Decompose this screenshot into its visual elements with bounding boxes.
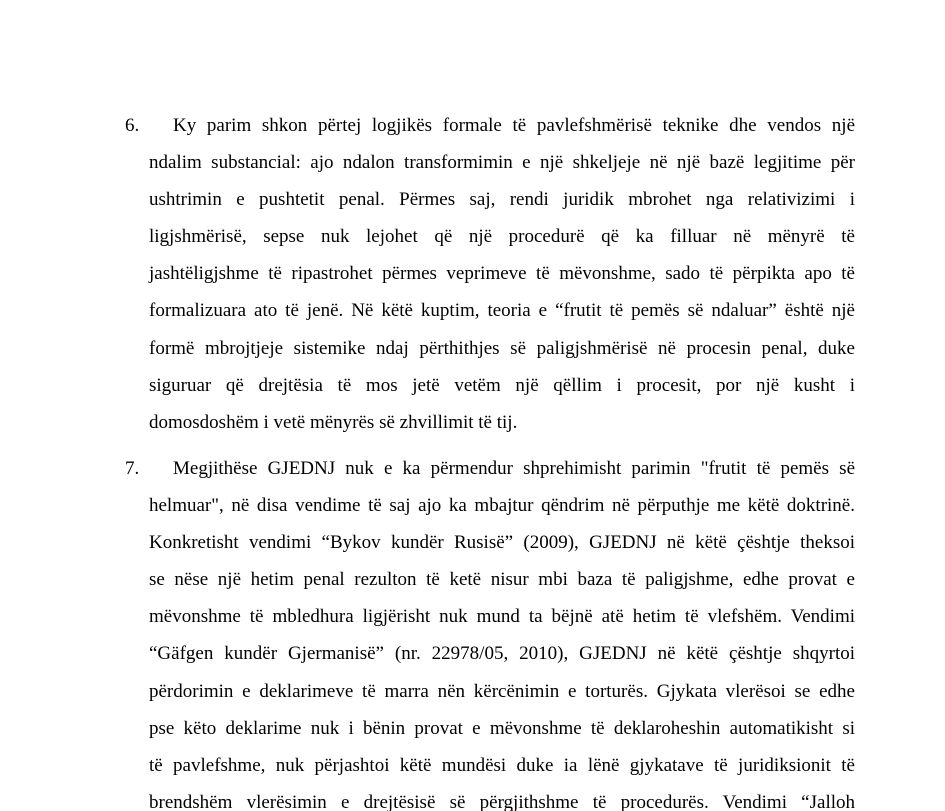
text-line: domosdoshëm i vetë mënyrës së zhvillimit të tij.	[149, 411, 518, 433]
text-line: ligjshmërisë, sepse nuk lejohet që një procedurë që ka filluar në mënyrë të	[149, 226, 855, 248]
text-line: helmuar", në disa vendime të saj ajo ka mbajtur qëndrim në përputhje me këtë doktrinë.	[149, 495, 855, 517]
text-line: jashtëligjshme të ripastrohet përmes veprimeve të mëvonshme, sado të përpikta apo të	[149, 263, 855, 285]
text-line: siguruar që drejtësia të mos jetë vetëm një qëllim i procesit, por një kusht i	[149, 374, 855, 396]
paragraph-number: 6.	[125, 115, 140, 136]
text-line: “Gäfgen kundër Gjermanisë” (nr. 22978/05, 2010), GJEDNJ në këtë çështje shqyrtoi	[149, 643, 855, 665]
text-line: Konkretisht vendimi “Bykov kundër Rusisë” (2009), GJEDNJ në këtë çështje theksoi	[149, 532, 855, 554]
text-line: Megjithëse GJEDNJ nuk e ka përmendur shprehimisht parimin "frutit të pemës së	[173, 458, 855, 479]
paragraph-text	[149, 107, 855, 441]
text-line: formë mbrojtjeje sistemike ndaj përthithjes së paligjshmërisë në procesin penal, duke	[149, 337, 855, 359]
text-line: të pavlefshme, nuk përjashtoi këtë mundësi duke ia lënë gjykatave të juridiksionit të	[149, 754, 855, 776]
text-line: përdorimin e deklarimeve të marra nën kërcënimin e torturës. Gjykata vlerësoi se edhe	[149, 680, 855, 702]
paragraph-text	[149, 450, 855, 811]
paragraph-6	[125, 107, 855, 441]
text-line: se nëse një hetim penal rezulton të ketë nisur mbi baza të paligjshme, edhe provat e	[149, 569, 855, 591]
paragraph-number: 7.	[125, 458, 140, 479]
text-line: Ky parim shkon përtej logjikës formale të pavlefshmërisë teknike dhe vendos një	[173, 115, 855, 136]
paragraph-7	[125, 450, 855, 811]
text-line: brendshëm vlerësimin e drejtësisë së përgjithshme të procedurës. Vendimi “Jalloh	[149, 791, 855, 811]
text-line: mëvonshme të mbledhura ligjërisht nuk mund ta bëjnë atë hetim të vlefshëm. Vendimi	[149, 606, 855, 628]
text-line: pse këto deklarime nuk i bënin provat e mëvonshme të deklaroheshin automatikisht si	[149, 717, 855, 739]
text-line: ndalim substancial: ajo ndalon transformimin e një shkeljeje në një bazë legjitime për	[149, 152, 855, 174]
text-line: ushtrimin e pushtetit penal. Përmes saj, rendi juridik mbrohet nga relativizimi i	[149, 189, 855, 211]
text-line: formalizuara ato të jenë. Në këtë kuptim, teoria e “frutit të pemës së ndaluar” është një	[149, 300, 855, 322]
